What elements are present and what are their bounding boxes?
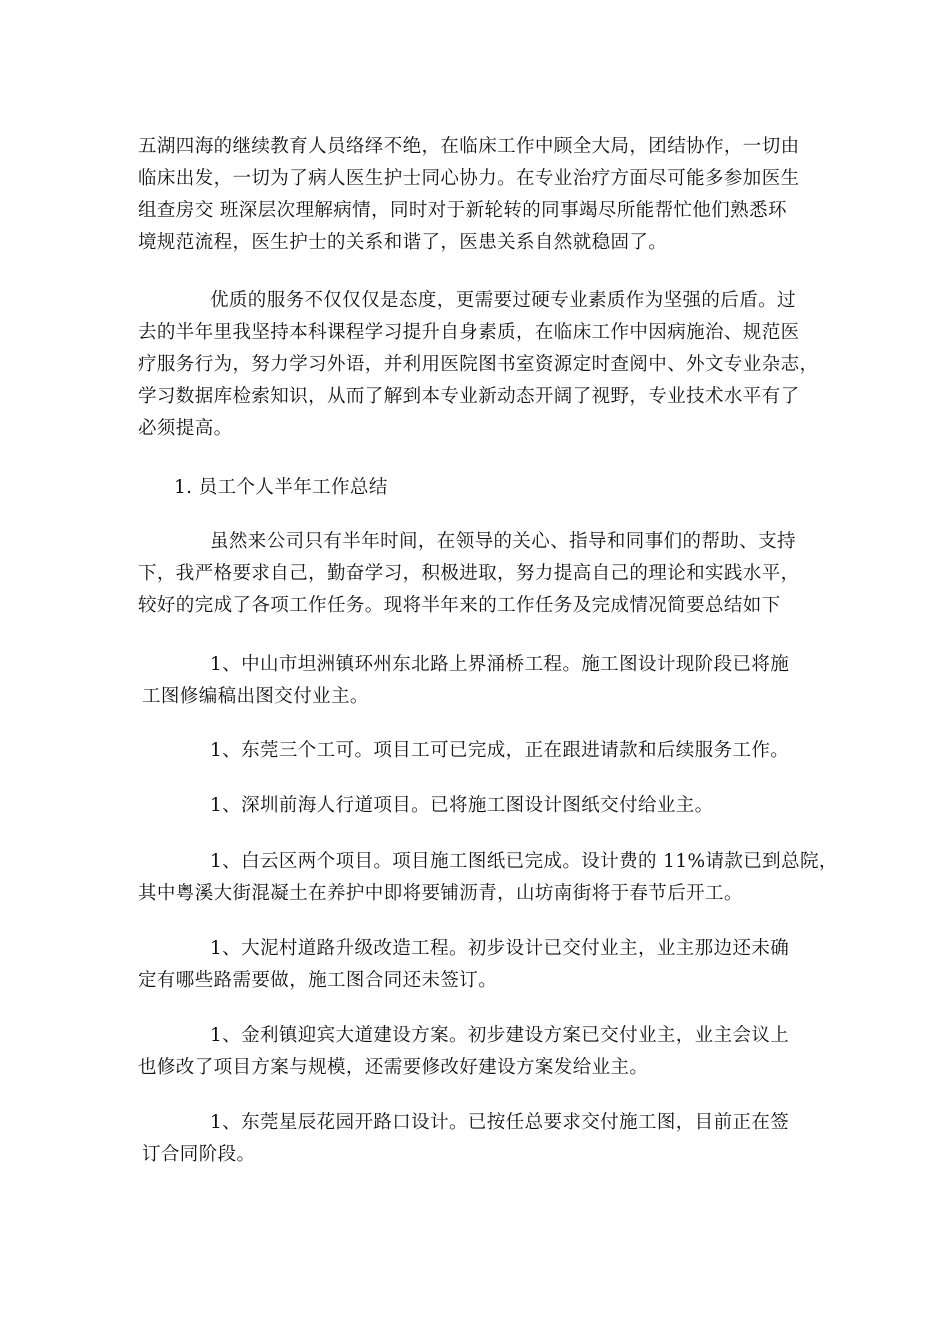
list-item-shenzhen-qianhai (138, 790, 838, 822)
text-line: 工图修编稿出图交付业主。 (142, 686, 369, 707)
list-item-baiyun (138, 846, 838, 910)
text-line: 1、深圳前海人行道项目。已将施工图设计图纸交付给业主。 (210, 795, 714, 816)
list-item-jinli (138, 1020, 838, 1084)
text-line: 组查房交 班深层次理解病情，同时对于新轮转的同事竭尽所能帮忙他们熟悉环 (138, 200, 787, 221)
text-line: 境规范流程，医生护士的关系和谐了，医患关系自然就稳固了。 (138, 232, 668, 253)
list-item-dongguan-projects (138, 735, 838, 767)
text-line: 五湖四海的继续教育人员络绎不绝，在临床工作中顾全大局，团结协作，一切由 (138, 136, 800, 157)
paragraph-clinical-cooperation (138, 131, 838, 259)
paragraph-summary-intro (138, 526, 838, 622)
text-line: 其中粤溪大街混凝土在养护中即将要铺沥青，山坊南街将于春节后开工。 (138, 883, 743, 904)
list-item-danicun (138, 933, 838, 997)
text-line: 疗服务行为，努力学习外语，并利用医院图书室资源定时查阅中、外文专业杂志， (138, 354, 819, 375)
text-line: 1、中山市坦洲镇环州东北路上界涌桥工程。施工图设计现阶段已将施 (210, 654, 790, 675)
text-line: 较好的完成了各项工作任务。现将半年来的工作任务及完成情况简要总结如下 (138, 595, 781, 616)
text-line: 优质的服务不仅仅仅是态度，更需要过硬专业素质作为坚强的后盾。过 (210, 290, 796, 311)
paragraph-professional-quality (138, 285, 838, 445)
list-item-zhongshan (138, 649, 838, 713)
text-line: 下，我严格要求自己，勤奋学习，积极进取，努力提高自己的理论和实践水平， (138, 563, 800, 584)
text-line: 定有哪些路需要做，施工图合同还未签订。 (138, 970, 498, 991)
section-title: 1. 员工个人半年工作总结 (174, 477, 388, 498)
text-line: 也修改了项目方案与规模，还需要修改好建设方案发给业主。 (138, 1057, 649, 1078)
text-line: 临床出发，一切为了病人医生护士同心协力。在专业治疗方面尽可能多参加医生 (138, 168, 800, 189)
text-line: 订合同阶段。 (142, 1144, 256, 1165)
text-line: 虽然来公司只有半年时间，在领导的关心、指导和同事们的帮助、支持 (210, 531, 796, 552)
text-line: 学习数据库检索知识，从而了解到本专业新动态开阔了视野，专业技术水平有了 (138, 386, 800, 407)
text-line: 1、金利镇迎宾大道建设方案。初步建设方案已交付业主，业主会议上 (210, 1025, 790, 1046)
text-line: 必须提高。 (138, 418, 233, 439)
text-line: 1、东莞星辰花园开路口设计。已按任总要求交付施工图，目前正在签 (210, 1112, 790, 1133)
text-line: 去的半年里我坚持本科课程学习提升自身素质，在临床工作中因病施治、规范医 (138, 322, 800, 343)
text-line: 1、大泥村道路升级改造工程。初步设计已交付业主，业主那边还未确 (210, 938, 790, 959)
text-line: 1、东莞三个工可。项目工可已完成，正在跟进请款和后续服务工作。 (210, 740, 790, 761)
list-item-dongguan-xingchen (138, 1107, 838, 1171)
section-heading (138, 472, 838, 504)
text-line: 1、白云区两个项目。项目施工图纸已完成。设计费的 11%请款已到总院， (210, 851, 838, 872)
